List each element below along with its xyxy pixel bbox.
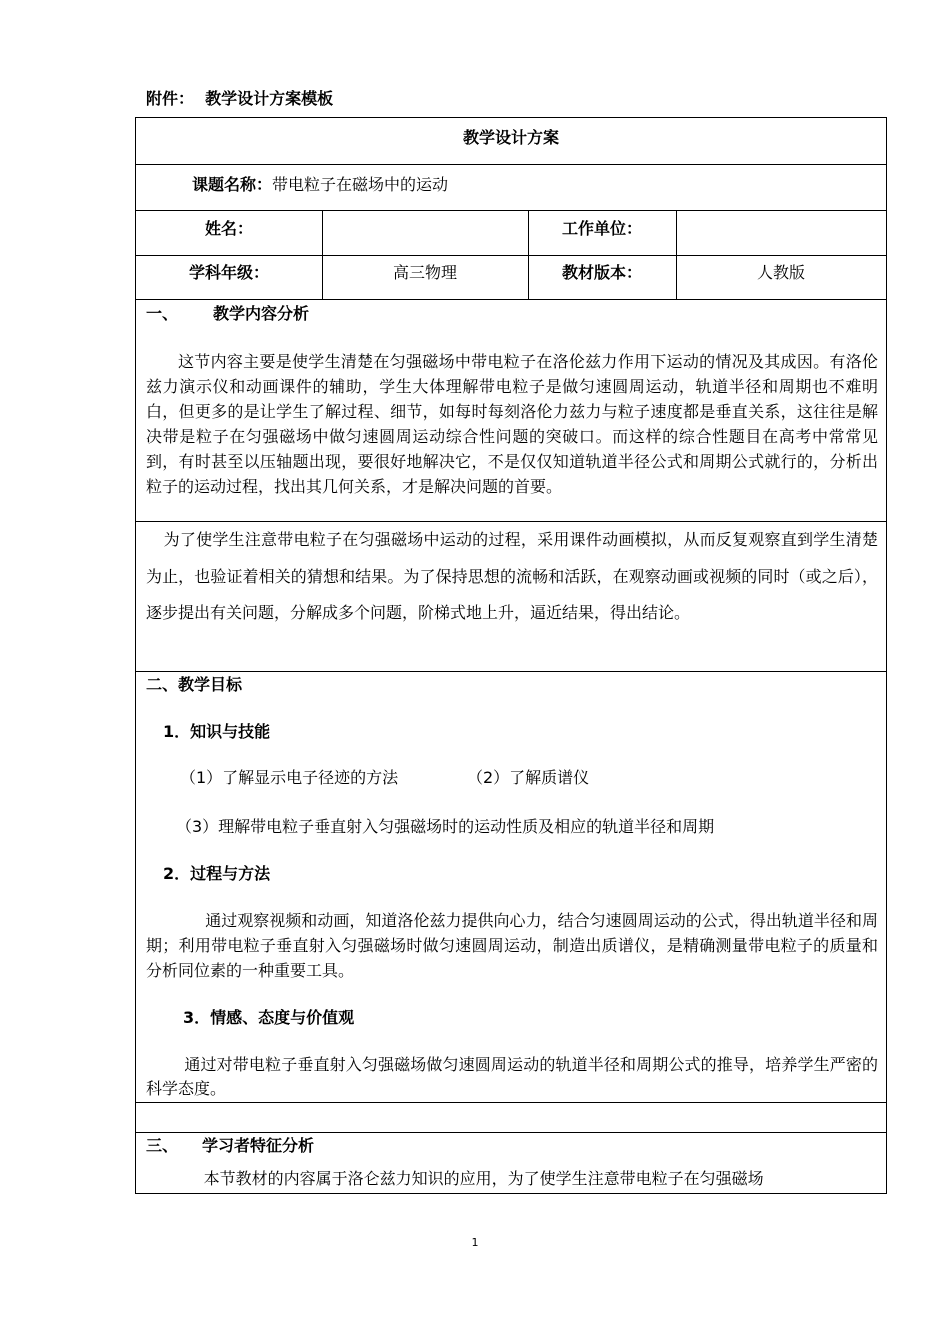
table-title: 教学设计方案	[462, 128, 559, 147]
lesson-plan-table	[135, 117, 887, 1194]
objective-item-3: （3）理解带电粒子垂直射入匀强磁场时的运动性质及相应的轨道半径和周期	[176, 817, 715, 836]
section1-heading: 教学内容分析	[213, 304, 310, 323]
section1-paragraph-2: 为了使学生注意带电粒子在匀强磁场中运动的过程，采用课件动画模拟，从而反复观察直到学生清楚为止，也验证着相关的猜想和结果。为了保持思想的流畅和活跃，在观察动画或视频的同时（或之后），逐步提出有关问题，分解成多个问题，阶梯式地上升，逼近结果，得出结论。	[146, 530, 878, 622]
edition-value: 人教版	[756, 263, 805, 282]
row-divider	[136, 299, 886, 300]
objective-item-2: （2）了解质谱仪	[467, 768, 590, 787]
section3-paragraph: 本节教材的内容属于洛仑兹力知识的应用，为了使学生注意带电粒子在匀强磁场	[203, 1169, 764, 1188]
attitude-values-heading: 3．情感、态度与价值观	[183, 1008, 355, 1027]
section1-number: 一、	[146, 304, 179, 323]
page-number: 1	[471, 1236, 479, 1249]
row-divider	[136, 164, 886, 165]
work-unit-label: 工作单位：	[561, 219, 642, 238]
section1-paragraph-1: 这节内容主要是使学生清楚在匀强磁场中带电粒子在洛伦兹力作用下运动的情况及其成因。有洛伦兹力演示仪和动画课件的辅助，学生大体理解带电粒子是做匀速圆周运动，轨道半径和周期也不难明白，但更多的是让学生了解过程、细节，如每时每刻洛伦力兹力与粒子速度都是垂直关系，这往往是解决带是粒子在匀强磁场中做匀速圆周运动综合性问题的突破口。而这样的综合性题目在高考中常常见到，有时甚至以压轴题出现，要很好地解决它，不是仅仅知道轨道半径公式和周期公式就行的，分析出粒子的运动过程，找出其几何关系，才是解决问题的首要。	[146, 352, 878, 496]
row-divider	[136, 1102, 886, 1103]
attitude-values-paragraph: 通过对带电粒子垂直射入匀强磁场做匀速圆周运动的轨道半径和周期公式的推导，培养学生严密的科学态度。	[146, 1055, 878, 1098]
section3-number: 三、	[146, 1136, 179, 1155]
section2-heading: 二、教学目标	[146, 675, 243, 694]
column-divider	[322, 210, 323, 299]
column-divider	[676, 210, 677, 299]
edition-label: 教材版本：	[561, 263, 642, 282]
process-method-heading: 2．过程与方法	[163, 864, 271, 883]
row-divider	[136, 1132, 886, 1133]
row-divider	[136, 210, 886, 211]
section3-heading: 学习者特征分析	[202, 1136, 315, 1155]
subject-label: 学科年级：	[188, 263, 269, 282]
attachment-title: 附件： 教学设计方案模板	[146, 89, 334, 108]
name-label: 姓名：	[204, 219, 253, 238]
topic-label: 课题名称：	[192, 175, 273, 194]
subject-value: 高三物理	[392, 263, 457, 282]
row-divider	[136, 671, 886, 672]
knowledge-skills-heading: 1．知识与技能	[163, 722, 271, 741]
objective-item-1: （1）了解显示电子径迹的方法	[180, 768, 399, 787]
topic-value: 带电粒子在磁场中的运动	[272, 175, 449, 194]
row-divider	[136, 255, 886, 256]
process-method-paragraph: 通过观察视频和动画，知道洛伦兹力提供向心力，结合匀速圆周运动的公式，得出轨道半径和周期；利用带电粒子垂直射入匀强磁场时做匀速圆周运动，制造出质谱仪，是精确测量带电粒子的质量和分析同位素的一种重要工具。	[146, 911, 878, 980]
